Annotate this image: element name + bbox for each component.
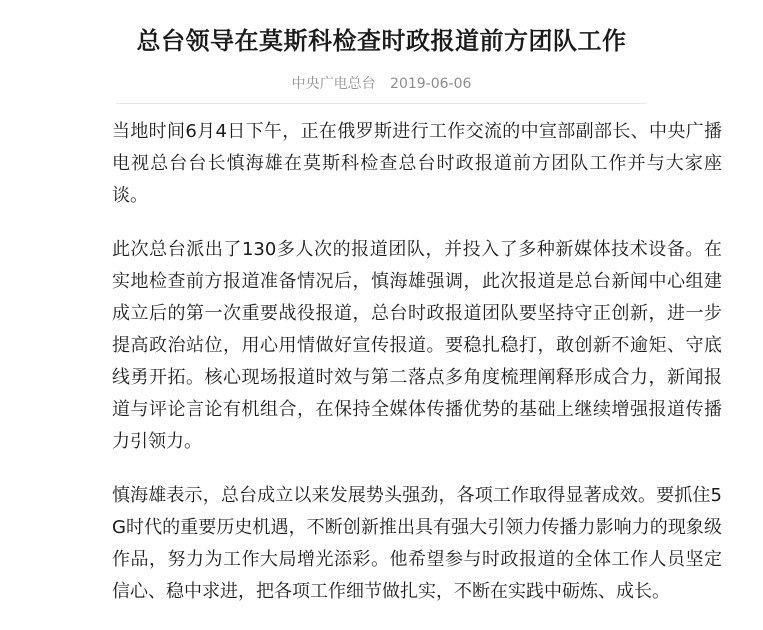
article-paragraph-3: 慎海雄表示，总台成立以来发展势头强劲，各项工作取得显著成效。要抓住5G时代的重要历史机遇，不断创新推出具有强大引领力传播力影响力的现象级作品，努力为工作大局增光添彩。他希望参与时政报道的全体工作人员坚定信心、稳中求进，把各项工作细节做扎实，不断在实践中砺炼、成长。	[112, 485, 722, 602]
article-body	[112, 116, 722, 630]
article-meta	[0, 74, 763, 94]
article-title: 总台领导在莫斯科检查时政报道前方团队工作	[136, 27, 627, 55]
article-date: 2019-06-06	[390, 76, 472, 92]
article-paragraph-1: 当地时间6月4日下午，正在俄罗斯进行工作交流的中宣部副部长、中央广播电视总台台长慎海雄在莫斯科检查总台时政报道前方团队工作并与大家座谈。	[112, 121, 722, 206]
article-paragraph-2: 此次总台派出了130多人次的报道团队，并投入了多种新媒体技术设备。在实地检查前方报道准备情况后，慎海雄强调，此次报道是总台新闻中心组建成立后的第一次重要战役报道，总台时政报道团队要坚持守正创新，进一步提高政治站位，用心用情做好宣传报道。要稳扎稳打，敢创新不逾矩、守底线勇开拓。核心现场报道时效与第二落点多角度梳理阐释形成合力，新闻报道与评论言论有机组合，在保持全媒体传播优势的基础上继续增强报道传播力引领力。	[112, 239, 722, 452]
article-source[interactable]: 中央广电总台	[291, 76, 376, 92]
meta-divider	[116, 103, 647, 104]
